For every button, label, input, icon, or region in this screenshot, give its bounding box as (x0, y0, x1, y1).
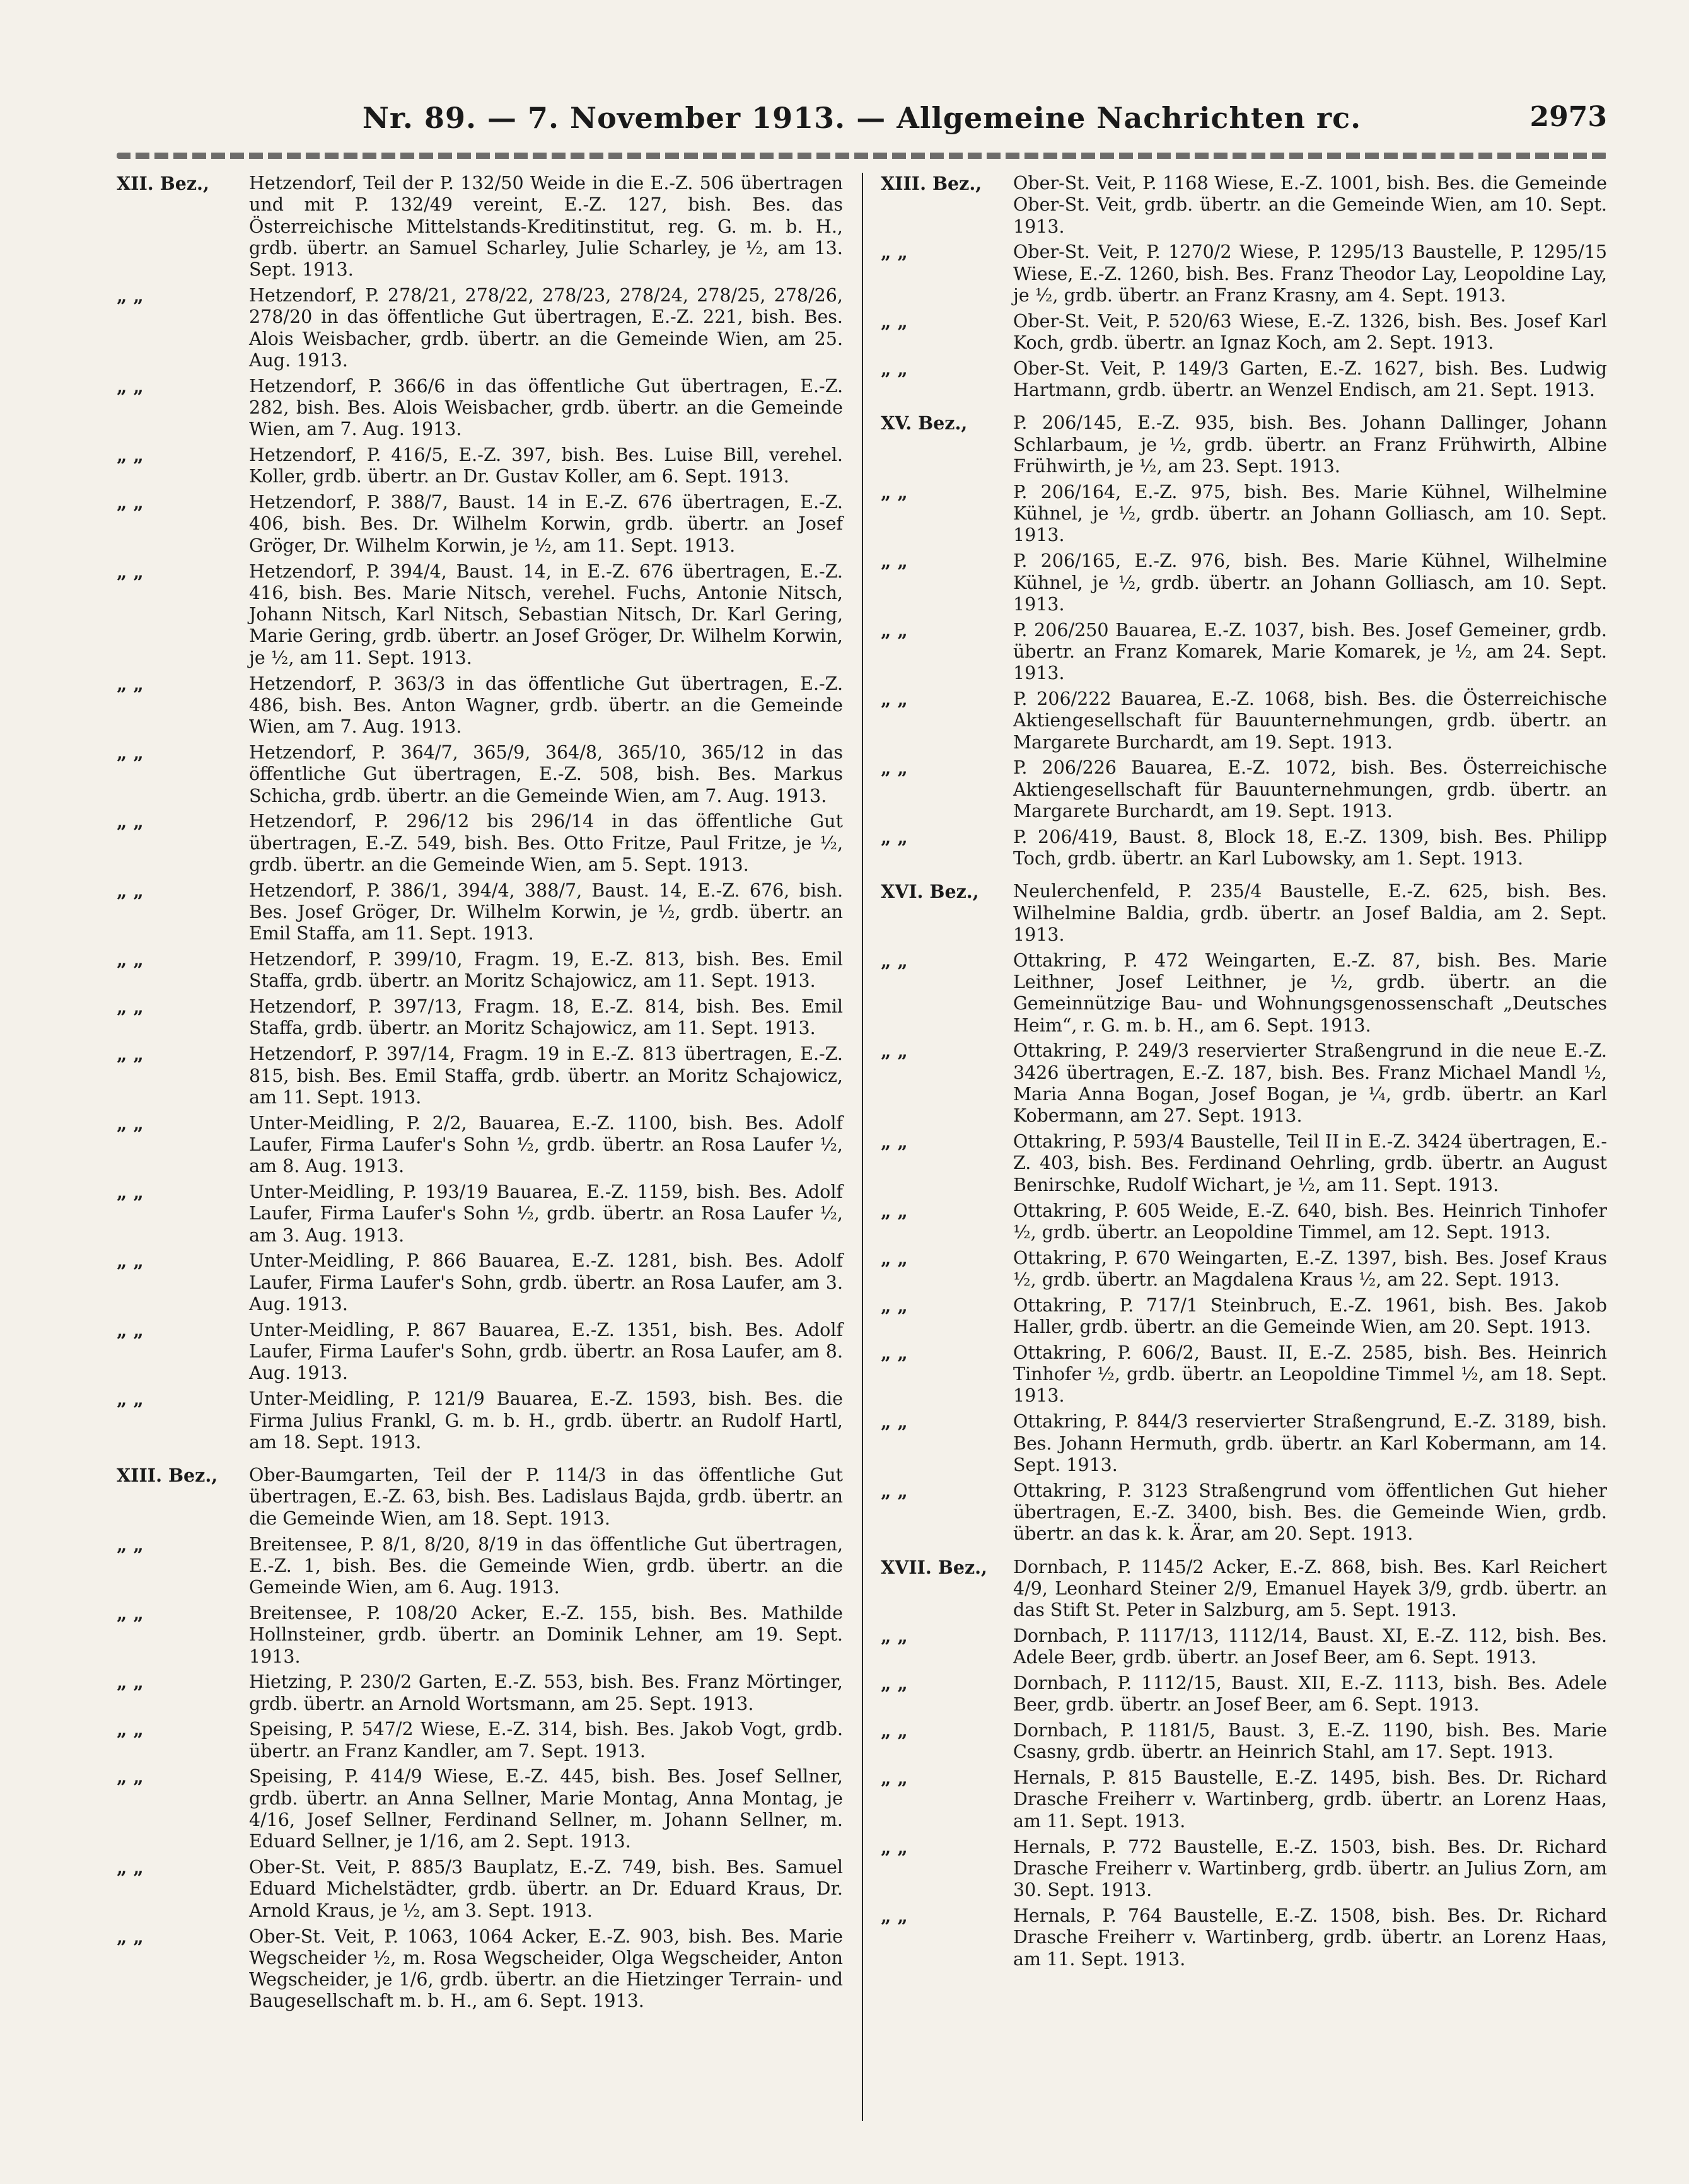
register-entry (117, 1534, 843, 1599)
district-label: XVII. Bez., (881, 1556, 987, 1578)
district-label: XII. Bez., (117, 173, 209, 194)
register-entry (117, 673, 843, 738)
entry-text: Ober-St. Veit, P. 885/3 Bauplatz, E.-Z. 749, bish. Bes. Samuel Eduard Michelstädter, grdb. übertr. an Dr. Eduard Kraus, Dr. Arnold Kraus, je ½, am 3. Sept. 1913. (249, 1857, 843, 1921)
district-label: „ „ (117, 1043, 144, 1066)
entry-text: Breitensee, P. 8/1, 8/20, 8/19 in das öffentliche Gut übertragen, E.-Z. 1, bish. Bes. die Gemeinde Wien, grdb. übertr. an die Gemeinde Wien, am 6. Aug. 1913. (249, 1533, 843, 1598)
register-entry (881, 1720, 1607, 1763)
district-label: „ „ (881, 1247, 908, 1269)
district-label: „ „ (881, 1673, 908, 1694)
district-label: XIII. Bez., (117, 1465, 218, 1487)
district-label: „ „ (117, 1857, 144, 1879)
entry-text: Hetzendorf, Teil der P. 132/50 Weide in die E.-Z. 506 übertragen und mit P. 132/49 vereint, E.-Z. 127, bish. Bes. das Österreichische Mittelstands-Kreditinstitut, reg. G. m. b. H., grdb. übertr. an Samuel Scharley, Julie Scharley, je ½, am 13. Sept. 1913. (249, 173, 843, 281)
district-label: „ „ (117, 1388, 144, 1410)
register-entry (881, 881, 1607, 946)
entry-text: Hetzendorf, P. 397/13, Fragm. 18, E.-Z. 814, bish. Bes. Emil Staffa, grdb. übertr. an Moritz Schajowicz, am 11. Sept. 1913. (249, 996, 843, 1039)
entry-text: Hetzendorf, P. 397/14, Fragm. 19 in E.-Z. 813 übertragen, E.-Z. 815, bish. Bes. Emil Staffa, grdb. übertr. an Moritz Schajowicz, am 11. Sept. 1913. (249, 1043, 843, 1108)
district-label: „ „ (117, 375, 144, 397)
register-entry (117, 811, 843, 876)
register-entry (881, 620, 1607, 685)
district-label: XV. Bez., (881, 412, 968, 434)
district-label: „ „ (117, 673, 144, 695)
register-entry (881, 1905, 1607, 1970)
entry-text: Ottakring, P. 605 Weide, E.-Z. 640, bish. Bes. Heinrich Tinhofer ½, grdb. übertr. an Leopoldine Timmel, am 12. Sept. 1913. (1013, 1200, 1607, 1243)
register-entry (881, 1480, 1607, 1545)
register-entry (881, 241, 1607, 306)
entry-text: Breitensee, P. 108/20 Acker, E.-Z. 155, bish. Bes. Mathilde Hollnsteiner, grdb. übertr. an Dominik Lehner, am 19. Sept. 1913. (249, 1602, 843, 1667)
register-entry (117, 561, 843, 669)
register-entry (881, 1411, 1607, 1476)
register-entry (881, 1248, 1607, 1291)
entry-text: Hetzendorf, P. 386/1, 394/4, 388/7, Baust. 14, E.-Z. 676, bish. Bes. Josef Gröger, Dr. Wilhelm Korwin, je ½, grdb. übertr. an Emil Staffa, am 11. Sept. 1913. (249, 880, 843, 944)
register-entry (117, 742, 843, 807)
district-label: „ „ (117, 1766, 144, 1788)
entry-text: Hetzendorf, P. 394/4, Baust. 14, in E.-Z. 676 übertragen, E.-Z. 416, bish. Bes. Marie Nitsch, verehel. Fuchs, Antonie Nitsch, Johann Nitsch, Karl Nitsch, Sebastian Nitsch, Dr. Karl Gering, Marie Gering, grdb. übertr. an Josef Gröger, Dr. Wilhelm Korwin, je ½, am 11. Sept. 1913. (249, 561, 843, 668)
entry-text: Dornbach, P. 1112/15, Baust. XII, E.-Z. 1113, bish. Bes. Adele Beer, grdb. übertr. an Josef Beer, am 6. Sept. 1913. (1013, 1673, 1607, 1716)
register-entry (117, 1250, 843, 1315)
district-label: XVI. Bez., (881, 881, 979, 903)
entry-text: P. 206/165, E.-Z. 976, bish. Bes. Marie Kühnel, Wilhelmine Kühnel, je ½, grdb. übertr. an Johann Golliasch, am 10. Sept. 1913. (1013, 550, 1607, 615)
district-label: „ „ (881, 1480, 908, 1502)
entry-text: P. 206/145, E.-Z. 935, bish. Bes. Johann Dallinger, Johann Schlarbaum, je ½, grdb. übertr. an Franz Frühwirth, Albine Frühwirth, je ½, am 23. Sept. 1913. (1013, 412, 1607, 477)
entry-text: P. 206/222 Bauarea, E.-Z. 1068, bish. Bes. die Österreichische Aktiengesellschaft für Bauunternehmungen, grdb. übertr. an Margarete Burchardt, am 19. Sept. 1913. (1013, 688, 1607, 753)
entry-text: Hernals, P. 772 Baustelle, E.-Z. 1503, bish. Bes. Dr. Richard Drasche Freiherr v. Wartinberg, grdb. übertr. an Julius Zorn, am 30. Sept. 1913. (1013, 1836, 1607, 1901)
entry-text: Hietzing, P. 230/2 Garten, E.-Z. 553, bish. Bes. Franz Mörtinger, grdb. übertr. an Arnold Wortsmann, am 25. Sept. 1913. (249, 1671, 843, 1714)
register-entry (117, 1603, 843, 1668)
district-label: „ „ (117, 492, 144, 514)
district-label: „ „ (881, 310, 908, 332)
page-title: Nr. 89. — 7. November 1913. — Allgemeine Nachrichten rc. (362, 101, 1362, 135)
district-label: „ „ (117, 1926, 144, 1948)
district-label: „ „ (117, 444, 144, 467)
right-column (863, 173, 1607, 2146)
page-header (117, 95, 1607, 151)
register-entry (117, 1113, 843, 1178)
entry-text: Ottakring, P. 249/3 reservierter Straßengrund in die neue E.-Z. 3426 übertragen, E.-Z. 187, bish. Bes. Franz Michael Mandl ½, Maria Anna Bogan, Josef Bogan, je ¼, grdb. übertr. an Karl Kobermann, am 27. Sept. 1913. (1013, 1040, 1607, 1127)
register-entry (117, 1719, 843, 1762)
entry-text: Hetzendorf, P. 366/6 in das öffentliche Gut übertragen, E.-Z. 282, bish. Bes. Alois Weisbacher, grdb. übertr. an die Gemeinde Wien, am 7. Aug. 1913. (249, 375, 843, 440)
register-entry (881, 358, 1607, 402)
entry-text: Hernals, P. 764 Baustelle, E.-Z. 1508, bish. Bes. Dr. Richard Drasche Freiherr v. Wartinberg, grdb. übertr. an Lorenz Haas, am 11. Sept. 1913. (1013, 1905, 1607, 1970)
entry-text: Dornbach, P. 1181/5, Baust. 3, E.-Z. 1190, bish. Bes. Marie Csasny, grdb. übertr. an Heinrich Stahl, am 17. Sept. 1913. (1013, 1720, 1607, 1763)
register-entry (881, 827, 1607, 870)
register-entry (881, 482, 1607, 547)
register-entry (117, 1465, 843, 1530)
register-entry (881, 950, 1607, 1037)
register-entry (117, 1043, 843, 1108)
register-entry (881, 1040, 1607, 1127)
entry-text: Ottakring, P. 717/1 Steinbruch, E.-Z. 1961, bish. Bes. Jakob Haller, grdb. übertr. an die Gemeinde Wien, am 20. Sept. 1913. (1013, 1294, 1607, 1338)
register-entry (881, 1131, 1607, 1196)
register-entry (117, 285, 843, 371)
entry-text: Ober-St. Veit, P. 520/63 Wiese, E.-Z. 1326, bish. Bes. Josef Karl Koch, grdb. übertr. an Ignaz Koch, am 2. Sept. 1913. (1013, 310, 1607, 354)
district-label: „ „ (881, 550, 908, 572)
register-entry (117, 1671, 843, 1715)
district-label: „ „ (881, 1040, 908, 1062)
register-entry (117, 1766, 843, 1852)
entry-text: Neulerchenfeld, P. 235/4 Baustelle, E.-Z. 625, bish. Bes. Wilhelmine Baldia, grdb. übertr. an Josef Baldia, am 2. Sept. 1913. (1013, 881, 1607, 945)
register-entry (117, 376, 843, 441)
entry-text: Unter-Meidling, P. 867 Bauarea, E.-Z. 1351, bish. Bes. Adolf Laufer, Firma Laufer's Sohn, grdb. übertr. an Rosa Laufer, am 8. Aug. 1913. (249, 1319, 843, 1384)
entry-text: Hetzendorf, P. 296/12 bis 296/14 in das öffentliche Gut übertragen, E.-Z. 549, bish. Bes. Otto Fritze, Paul Fritze, je ½, grdb. übertr. an die Gemeinde Wien, am 5. Sept. 1913. (249, 811, 843, 875)
district-label: „ „ (117, 1112, 144, 1134)
district-label: „ „ (881, 1200, 908, 1222)
district-label: „ „ (117, 1602, 144, 1624)
entry-text: P. 206/226 Bauarea, E.-Z. 1072, bish. Bes. Österreichische Aktiengesellschaft für Bauunternehmungen, grdb. übertr. an Margarete Burchardt, am 19. Sept. 1913. (1013, 757, 1607, 822)
district-label: „ „ (117, 284, 144, 306)
register-entry (881, 1767, 1607, 1832)
entry-text: Ottakring, P. 606/2, Baust. II, E.-Z. 2585, bish. Bes. Heinrich Tinhofer ½, grdb. übertr. an Leopoldine Timmel ½, am 18. Sept. 1913. (1013, 1342, 1607, 1407)
entry-text: P. 206/164, E.-Z. 975, bish. Bes. Marie Kühnel, Wilhelmine Kühnel, je ½, grdb. übertr. an Johann Golliasch, am 10. Sept. 1913. (1013, 481, 1607, 546)
district-label: „ „ (881, 1836, 908, 1858)
district-label: „ „ (881, 1905, 908, 1927)
entry-text: Hetzendorf, P. 388/7, Baust. 14 in E.-Z. 676 übertragen, E.-Z. 406, bish. Bes. Dr. Wilhelm Korwin, grdb. übertr. an Josef Gröger, Dr. Wilhelm Korwin, je ½, am 11. Sept. 1913. (249, 492, 843, 556)
entry-text: Dornbach, P. 1145/2 Acker, E.-Z. 868, bish. Bes. Karl Reichert 4/9, Leonhard Steiner 2/9, Emanuel Hayek 3/9, grdb. übertr. an das Stift St. Peter in Salzburg, am 5. Sept. 1913. (1013, 1556, 1607, 1621)
register-entry (117, 1857, 843, 1922)
district-label: „ „ (881, 1294, 908, 1316)
district-label: „ „ (881, 688, 908, 711)
district-label: „ „ (881, 241, 908, 264)
register-entry (117, 492, 843, 557)
entry-text: Ober-St. Veit, P. 149/3 Garten, E.-Z. 1627, bish. Bes. Ludwig Hartmann, grdb. übertr. an Wenzel Endisch, am 21. Sept. 1913. (1013, 357, 1607, 401)
register-entry (881, 1837, 1607, 1902)
register-entry (881, 412, 1607, 477)
entry-text: Ober-Baumgarten, Teil der P. 114/3 in das öffentliche Gut übertragen, E.-Z. 63, bish. Bes. Ladislaus Bajda, grdb. übertr. an die Gemeinde Wien, am 18. Sept. 1913. (249, 1465, 843, 1529)
district-label: „ „ (881, 757, 908, 779)
entry-text: Ottakring, P. 3123 Straßengrund vom öffentlichen Gut hieher übertragen, E.-Z. 3400, bish. Bes. die Gemeinde Wien, grdb. übertr. an das k. k. Ärar, am 20. Sept. 1913. (1013, 1480, 1607, 1545)
district-label: „ „ (117, 1671, 144, 1693)
district-label: „ „ (881, 481, 908, 503)
district-label: „ „ (117, 741, 144, 764)
entry-text: Hetzendorf, P. 278/21, 278/22, 278/23, 278/24, 278/25, 278/26, 278/20 in das öffentliche Gut übertragen, E.-Z. 221, bish. Bes. Alois Weisbacher, grdb. übertr. an die Gemeinde Wien, am 25. Aug. 1913. (249, 284, 843, 371)
register-entry (117, 1388, 843, 1453)
district-label: „ „ (117, 1533, 144, 1555)
register-entry (117, 1926, 843, 2013)
register-entry (881, 1673, 1607, 1716)
entry-text: Ottakring, P. 593/4 Baustelle, Teil II in E.-Z. 3424 übertragen, E.-Z. 403, bish. Bes. Ferdinand Oehrling, grdb. übertr. an August Benirschke, Rudolf Wichart, je ½, am 11. Sept. 1913. (1013, 1131, 1607, 1195)
register-entry (117, 444, 843, 488)
entry-text: Ober-St. Veit, P. 1168 Wiese, E.-Z. 1001, bish. Bes. die Gemeinde Ober-St. Veit, grdb. übertr. an die Gemeinde Wien, am 10. Sept. 1913. (1013, 173, 1607, 237)
entry-text: Unter-Meidling, P. 193/19 Bauarea, E.-Z. 1159, bish. Bes. Adolf Laufer, Firma Laufer's Sohn ½, grdb. übertr. an Rosa Laufer ½, am 3. Aug. 1913. (249, 1182, 843, 1246)
register-entry (881, 550, 1607, 615)
register-entry (881, 311, 1607, 354)
register-entry (117, 949, 843, 992)
entry-text: Hetzendorf, P. 399/10, Fragm. 19, E.-Z. 813, bish. Bes. Emil Staffa, grdb. übertr. an Moritz Schajowicz, am 11. Sept. 1913. (249, 949, 843, 992)
register-entry (881, 688, 1607, 753)
district-label: „ „ (881, 1720, 908, 1742)
district-label: „ „ (881, 1625, 908, 1647)
left-column (117, 173, 862, 2146)
entry-text: P. 206/419, Baust. 8, Block 18, E.-Z. 1309, bish. Bes. Philipp Toch, grdb. übertr. an Karl Lubowsky, am 1. Sept. 1913. (1013, 826, 1607, 869)
register-entry (117, 996, 843, 1040)
district-label: „ „ (881, 1411, 908, 1433)
entry-text: Ober-St. Veit, P. 1063, 1064 Acker, E.-Z. 903, bish. Bes. Marie Wegscheider ½, m. Rosa Wegscheider, Olga Wegscheider, Anton Wegscheider, je 1/6, grdb. übertr. an die Hietzinger Terrain- und Baugesellschaft m. b. H., am 6. Sept. 1913. (249, 1926, 843, 2012)
register-entry (117, 880, 843, 945)
entry-text: Speising, P. 414/9 Wiese, E.-Z. 445, bish. Bes. Josef Sellner, grdb. übertr. an Anna Sellner, Marie Montag, Anna Montag, je 4/16, Josef Sellner, Ferdinand Sellner, m. Johann Sellner, m. Eduard Sellner, je 1/16, am 2. Sept. 1913. (249, 1766, 843, 1852)
entry-text: Unter-Meidling, P. 2/2, Bauarea, E.-Z. 1100, bish. Bes. Adolf Laufer, Firma Laufer's Sohn ½, grdb. übertr. an Rosa Laufer ½, am 8. Aug. 1913. (249, 1112, 843, 1177)
entry-text: Hetzendorf, P. 416/5, E.-Z. 397, bish. Bes. Luise Bill, verehel. Koller, grdb. übertr. an Dr. Gustav Koller, am 6. Sept. 1913. (249, 444, 843, 487)
register-entry (881, 1625, 1607, 1669)
district-label: „ „ (881, 826, 908, 848)
district-label: XIII. Bez., (881, 173, 982, 194)
entry-text: Dornbach, P. 1117/13, 1112/14, Baust. XI, E.-Z. 112, bish. Bes. Adele Beer, grdb. übertr. an Josef Beer, am 6. Sept. 1913. (1013, 1625, 1607, 1668)
register-entry (117, 173, 843, 281)
entry-text: Ottakring, P. 472 Weingarten, E.-Z. 87, bish. Bes. Marie Leithner, Josef Leithner, je ½, grdb. übertr. an die Gemeinnützige Bau- und Wohnungsgenossenschaft „Deutsches Heim“, r. G. m. b. H., am 6. Sept. 1913. (1013, 950, 1607, 1036)
entry-text: Ober-St. Veit, P. 1270/2 Wiese, P. 1295/13 Baustelle, P. 1295/15 Wiese, E.-Z. 1260, bish. Bes. Franz Theodor Lay, Leopoldine Lay, je ½, grdb. übertr. an Franz Krasny, am 4. Sept. 1913. (1013, 241, 1607, 306)
district-label: „ „ (117, 561, 144, 583)
entry-text: Unter-Meidling, P. 121/9 Bauarea, E.-Z. 1593, bish. Bes. die Firma Julius Frankl, G. m. b. H., grdb. übertr. an Rudolf Hartl, am 18. Sept. 1913. (249, 1388, 843, 1453)
district-label: „ „ (117, 949, 144, 971)
register-entry (117, 1320, 843, 1385)
entry-text: Hernals, P. 815 Baustelle, E.-Z. 1495, bish. Bes. Dr. Richard Drasche Freiherr v. Wartinberg, grdb. übertr. an Lorenz Haas, am 11. Sept. 1913. (1013, 1767, 1607, 1832)
entry-text: Hetzendorf, P. 363/3 in das öffentliche Gut übertragen, E.-Z. 486, bish. Bes. Anton Wagner, grdb. übertr. an die Gemeinde Wien, am 7. Aug. 1913. (249, 673, 843, 738)
district-label: „ „ (881, 950, 908, 972)
register-entry (881, 757, 1607, 822)
district-label: „ „ (117, 1182, 144, 1204)
page-number: 2973 (1529, 101, 1607, 133)
district-label: „ „ (881, 1767, 908, 1789)
entry-text: P. 206/250 Bauarea, E.-Z. 1037, bish. Bes. Josef Gemeiner, grdb. übertr. an Franz Komarek, Marie Komarek, je ½, am 24. Sept. 1913. (1013, 619, 1607, 684)
district-label: „ „ (117, 811, 144, 833)
district-label: „ „ (117, 1250, 144, 1272)
district-label: „ „ (117, 1319, 144, 1341)
header-divider (117, 153, 1607, 159)
register-entry (881, 1295, 1607, 1339)
entry-text: Ottakring, P. 670 Weingarten, E.-Z. 1397, bish. Bes. Josef Kraus ½, grdb. übertr. an Magdalena Kraus ½, am 22. Sept. 1913. (1013, 1247, 1607, 1290)
district-label: „ „ (117, 996, 144, 1018)
entry-text: Hetzendorf, P. 364/7, 365/9, 364/8, 365/10, 365/12 in das öffentliche Gut übertragen, E.-Z. 508, bish. Bes. Markus Schicha, grdb. übertr. an die Gemeinde Wien, am 7. Aug. 1913. (249, 741, 843, 806)
register-entry (881, 1342, 1607, 1407)
district-label: „ „ (881, 1131, 908, 1153)
register-entry (881, 1200, 1607, 1244)
district-label: „ „ (117, 1719, 144, 1741)
register-entry (881, 1557, 1607, 1622)
entry-text: Ottakring, P. 844/3 reservierter Straßengrund, E.-Z. 3189, bish. Bes. Johann Hermuth, grdb. übertr. an Karl Kobermann, am 14. Sept. 1913. (1013, 1411, 1607, 1475)
entry-text: Unter-Meidling, P. 866 Bauarea, E.-Z. 1281, bish. Bes. Adolf Laufer, Firma Laufer's Sohn, grdb. übertr. an Rosa Laufer, am 3. Aug. 1913. (249, 1250, 843, 1315)
district-label: „ „ (881, 619, 908, 641)
register-entry (117, 1182, 843, 1246)
register-entry (881, 173, 1607, 238)
entry-text: Speising, P. 547/2 Wiese, E.-Z. 314, bish. Bes. Jakob Vogt, grdb. übertr. an Franz Kandler, am 7. Sept. 1913. (249, 1719, 843, 1762)
district-label: „ „ (881, 1342, 908, 1364)
text-columns (117, 173, 1607, 2146)
district-label: „ „ (881, 357, 908, 380)
district-label: „ „ (117, 880, 144, 902)
